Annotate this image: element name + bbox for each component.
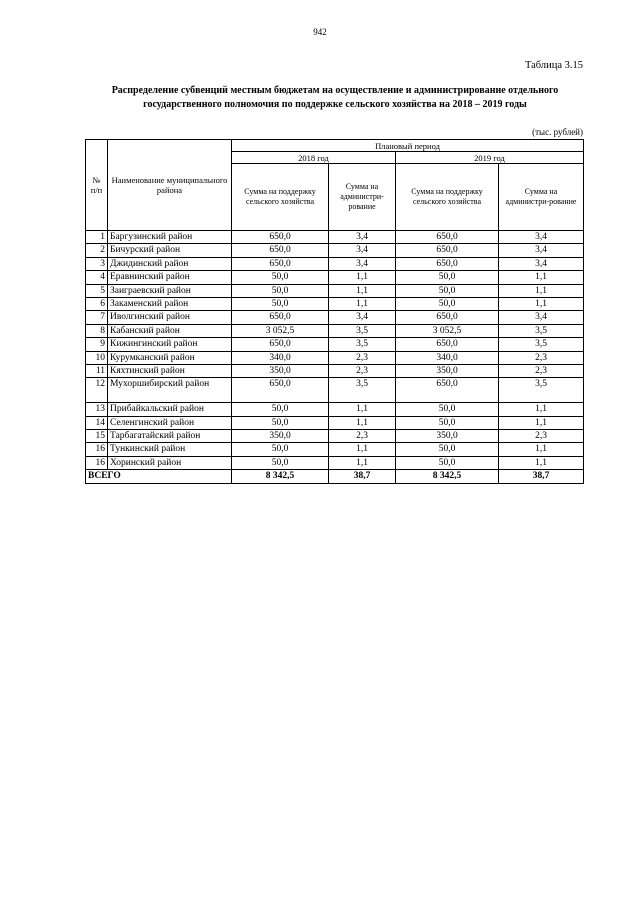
total-row — [86, 470, 584, 484]
cell-a2019: 1,1 — [499, 284, 584, 297]
table-row — [86, 257, 584, 270]
table-row — [86, 456, 584, 469]
cell-name: Бичурский район — [108, 244, 232, 257]
cell-s2018: 650,0 — [232, 311, 329, 324]
header-support-2019: Сумма на поддержку сельского хозяйства — [396, 164, 499, 231]
table-row — [86, 351, 584, 364]
cell-s2018: 50,0 — [232, 403, 329, 416]
table-row — [86, 297, 584, 310]
cell-n: 2 — [86, 244, 108, 257]
total-label: ВСЕГО — [86, 470, 232, 484]
cell-name: Кяхтинский район — [108, 364, 232, 377]
cell-s2019: 650,0 — [396, 311, 499, 324]
cell-n: 3 — [86, 257, 108, 270]
cell-a2019: 3,5 — [499, 324, 584, 337]
cell-a2018: 1,1 — [329, 456, 396, 469]
cell-a2019: 3,4 — [499, 244, 584, 257]
cell-a2018: 3,4 — [329, 231, 396, 244]
cell-a2019: 3,4 — [499, 231, 584, 244]
cell-name: Заиграевский район — [108, 284, 232, 297]
cell-s2018: 350,0 — [232, 430, 329, 443]
cell-n: 5 — [86, 284, 108, 297]
cell-name: Еравнинский район — [108, 271, 232, 284]
cell-a2018: 3,5 — [329, 378, 396, 403]
table-row — [86, 338, 584, 351]
table-row — [86, 271, 584, 284]
cell-s2019: 650,0 — [396, 231, 499, 244]
page-number: 942 — [313, 27, 327, 37]
subsidy-table — [85, 139, 584, 484]
cell-name: Кижингинский район — [108, 338, 232, 351]
cell-name: Джидинский район — [108, 257, 232, 270]
cell-s2018: 650,0 — [232, 378, 329, 403]
cell-a2019: 2,3 — [499, 364, 584, 377]
cell-a2018: 2,3 — [329, 430, 396, 443]
table-title — [80, 84, 590, 112]
cell-n: 8 — [86, 324, 108, 337]
cell-a2019: 1,1 — [499, 416, 584, 429]
cell-a2018: 2,3 — [329, 364, 396, 377]
table-row — [86, 443, 584, 456]
cell-s2019: 650,0 — [396, 257, 499, 270]
cell-a2018: 1,1 — [329, 443, 396, 456]
cell-n: 4 — [86, 271, 108, 284]
cell-a2019: 1,1 — [499, 443, 584, 456]
cell-s2019: 350,0 — [396, 430, 499, 443]
cell-s2019: 50,0 — [396, 403, 499, 416]
cell-a2018: 1,1 — [329, 284, 396, 297]
cell-a2018: 1,1 — [329, 271, 396, 284]
cell-n: 13 — [86, 403, 108, 416]
cell-s2018: 3 052,5 — [232, 324, 329, 337]
table-row — [86, 403, 584, 416]
cell-n: 10 — [86, 351, 108, 364]
table-row — [86, 244, 584, 257]
cell-a2018: 3,4 — [329, 311, 396, 324]
cell-s2019: 50,0 — [396, 443, 499, 456]
cell-s2018: 340,0 — [232, 351, 329, 364]
cell-a2018: 3,5 — [329, 338, 396, 351]
cell-n: 1 — [86, 231, 108, 244]
cell-n: 14 — [86, 416, 108, 429]
cell-s2018: 50,0 — [232, 297, 329, 310]
cell-s2018: 50,0 — [232, 271, 329, 284]
cell-a2019: 1,1 — [499, 297, 584, 310]
cell-n: 15 — [86, 430, 108, 443]
header-name: Наименование муниципального района — [108, 140, 232, 231]
cell-s2019: 350,0 — [396, 364, 499, 377]
cell-n: 9 — [86, 338, 108, 351]
cell-s2019: 3 052,5 — [396, 324, 499, 337]
header-support-2018: Сумма на поддержку сельского хозяйства — [232, 164, 329, 231]
table-body — [86, 231, 584, 484]
cell-a2018: 3,4 — [329, 257, 396, 270]
cell-s2018: 650,0 — [232, 257, 329, 270]
cell-n: 16 — [86, 443, 108, 456]
cell-a2018: 1,1 — [329, 416, 396, 429]
cell-s2019: 340,0 — [396, 351, 499, 364]
cell-name: Кабанский район — [108, 324, 232, 337]
cell-name: Тункинский район — [108, 443, 232, 456]
cell-name: Тарбагатайский район — [108, 430, 232, 443]
cell-name: Курумканский район — [108, 351, 232, 364]
cell-s2019: 650,0 — [396, 378, 499, 403]
cell-a2018: 3,4 — [329, 244, 396, 257]
cell-s2018: 650,0 — [232, 231, 329, 244]
cell-s2018: 50,0 — [232, 416, 329, 429]
table-row — [86, 284, 584, 297]
table-row — [86, 416, 584, 429]
cell-s2019: 650,0 — [396, 338, 499, 351]
cell-name: Мухоршибирский район — [108, 378, 232, 403]
cell-s2019: 50,0 — [396, 416, 499, 429]
cell-a2019: 1,1 — [499, 403, 584, 416]
cell-a2018: 1,1 — [329, 403, 396, 416]
cell-s2019: 650,0 — [396, 244, 499, 257]
cell-a2019: 1,1 — [499, 271, 584, 284]
cell-n: 6 — [86, 297, 108, 310]
cell-s2018: 650,0 — [232, 338, 329, 351]
header-period: Плановый период — [232, 140, 584, 152]
header-admin-2019: Сумма на администри-рование — [499, 164, 584, 231]
cell-s2018: 50,0 — [232, 284, 329, 297]
cell-n: 16 — [86, 456, 108, 469]
cell-s2018: 50,0 — [232, 443, 329, 456]
cell-s2018: 350,0 — [232, 364, 329, 377]
title-line-2: государственного полномочия по поддержке сельского хозяйства на 2018 – 2019 годы — [143, 99, 527, 110]
table-row — [86, 231, 584, 244]
cell-a2019: 3,5 — [499, 378, 584, 403]
cell-n: 11 — [86, 364, 108, 377]
cell-s2018: 650,0 — [232, 244, 329, 257]
cell-name: Селенгинский район — [108, 416, 232, 429]
table-row — [86, 364, 584, 377]
header-admin-2018: Сумма на администри-рование — [329, 164, 396, 231]
table-row — [86, 378, 584, 403]
table-row — [86, 311, 584, 324]
cell-n: 7 — [86, 311, 108, 324]
units-label: (тыс. рублей) — [532, 127, 583, 137]
total-a2018: 38,7 — [329, 470, 396, 484]
cell-a2019: 3,4 — [499, 257, 584, 270]
cell-name: Хоринский район — [108, 456, 232, 469]
cell-s2019: 50,0 — [396, 456, 499, 469]
cell-a2018: 3,5 — [329, 324, 396, 337]
total-s2019: 8 342,5 — [396, 470, 499, 484]
cell-s2019: 50,0 — [396, 284, 499, 297]
total-s2018: 8 342,5 — [232, 470, 329, 484]
cell-n: 12 — [86, 378, 108, 403]
total-a2019: 38,7 — [499, 470, 584, 484]
cell-name: Баргузинский район — [108, 231, 232, 244]
cell-name: Закаменский район — [108, 297, 232, 310]
table-row — [86, 430, 584, 443]
cell-a2019: 2,3 — [499, 430, 584, 443]
header-year-2019: 2019 год — [396, 152, 584, 164]
cell-name: Иволгинский район — [108, 311, 232, 324]
cell-name: Прибайкальский район — [108, 403, 232, 416]
cell-a2019: 3,5 — [499, 338, 584, 351]
cell-a2019: 2,3 — [499, 351, 584, 364]
table-label: Таблица 3.15 — [524, 60, 583, 71]
cell-a2018: 2,3 — [329, 351, 396, 364]
cell-a2018: 1,1 — [329, 297, 396, 310]
header-num: № п/п — [86, 140, 108, 231]
cell-a2019: 3,4 — [499, 311, 584, 324]
header-year-2018: 2018 год — [232, 152, 396, 164]
cell-s2018: 50,0 — [232, 456, 329, 469]
cell-s2019: 50,0 — [396, 271, 499, 284]
cell-s2019: 50,0 — [396, 297, 499, 310]
title-line-1: Распределение субвенций местным бюджетам на осуществление и администрирование отдельного — [111, 85, 559, 96]
table-row — [86, 324, 584, 337]
cell-a2019: 1,1 — [499, 456, 584, 469]
